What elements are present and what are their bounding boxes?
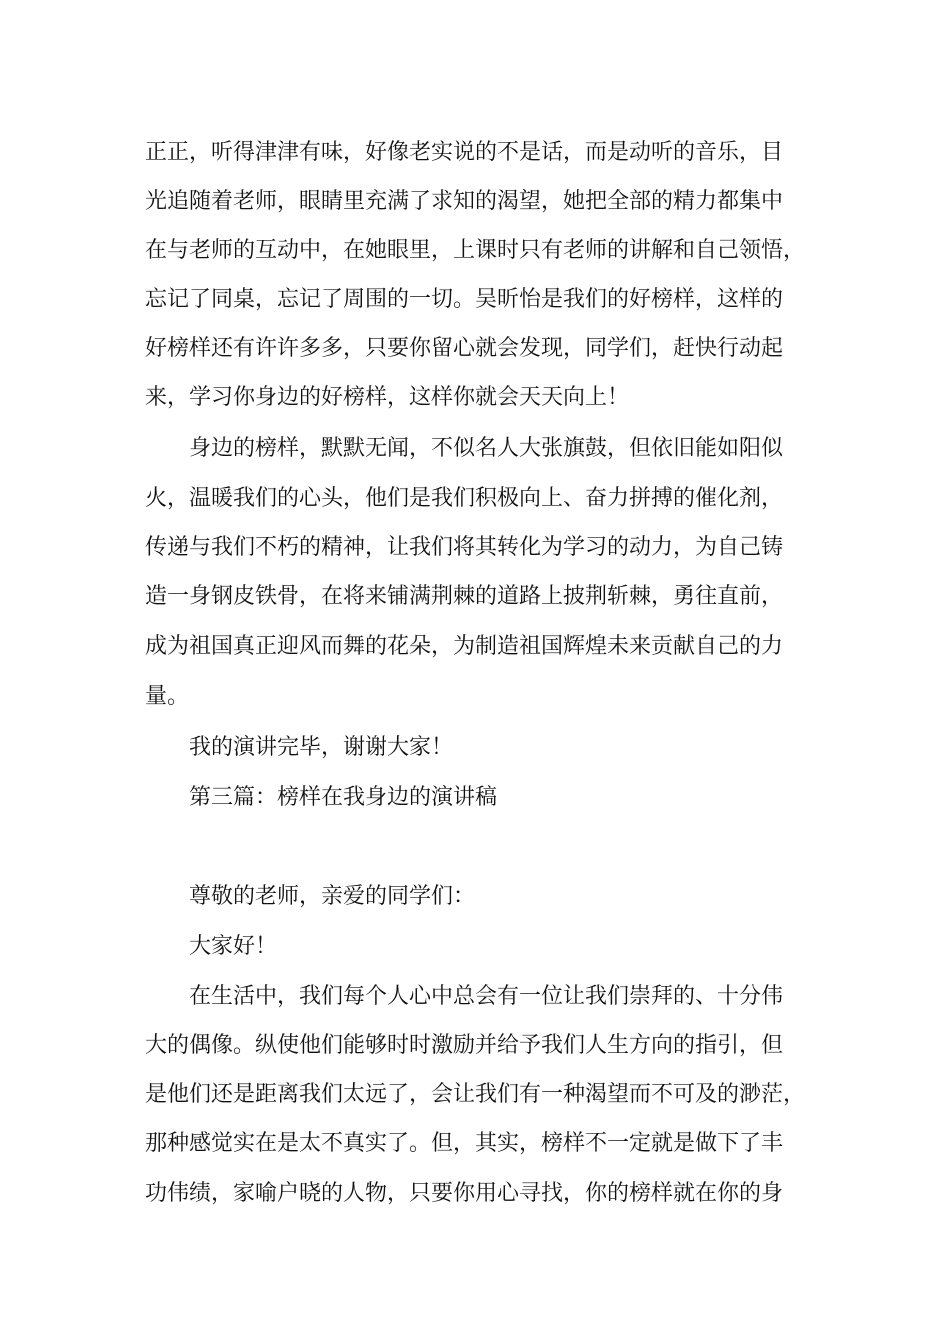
section-heading: 第三篇：榜样在我身边的演讲稿: [189, 785, 498, 810]
text-line: 功伟绩，家喻户晓的人物，只要你用心寻找，你的榜样就在你的身: [145, 1181, 784, 1206]
greeting: 大家好！: [189, 934, 278, 959]
text-line: 在生活中，我们每个人心中总会有一位让我们崇拜的、十分伟: [189, 984, 784, 1009]
text-line: 光追随着老师，眼睛里充满了求知的渴望，她把全部的精力都集中: [145, 189, 784, 214]
text-line: 那种感觉实在是太不真实了。但，其实，榜样不一定就是做下了丰: [145, 1131, 784, 1156]
text-line: 来，学习你身边的好榜样，这样你就会天天向上！: [145, 385, 630, 410]
text-line: 正正，听得津津有味，好像老实说的不是话，而是动听的音乐，目: [145, 140, 784, 165]
text-line: 量。: [145, 684, 190, 709]
text-line: 在与老师的互动中，在她眼里，上课时只有老师的讲解和自己领悟，: [145, 238, 806, 263]
text-line: 好榜样还有许许多多，只要你留心就会发现，同学们，赶快行动起: [145, 336, 784, 361]
text-line: 忘记了同桌，忘记了周围的一切。吴昕怡是我们的好榜样，这样的: [145, 287, 784, 312]
text-line: 身边的榜样，默默无闻，不似名人大张旗鼓，但依旧能如阳似: [189, 436, 784, 461]
text-line: 大的偶像。纵使他们能够时时激励并给予我们人生方向的指引，但: [145, 1033, 784, 1058]
text-line: 造一身钢皮铁骨，在将来铺满荆棘的道路上披荆斩棘，勇往直前，: [145, 584, 784, 609]
text-line: 成为祖国真正迎风而舞的花朵，为制造祖国辉煌未来贡献自己的力: [145, 634, 784, 659]
text-line: 是他们还是距离我们太远了，会让我们有一种渴望而不可及的渺茫，: [145, 1082, 806, 1107]
text-line: 我的演讲完毕，谢谢大家！: [189, 735, 454, 760]
text-line: 传递与我们不朽的精神，让我们将其转化为学习的动力，为自己铸: [145, 535, 784, 560]
salutation: 尊敬的老师，亲爱的同学们：: [189, 884, 476, 909]
text-line: 火，温暖我们的心头，他们是我们积极向上、奋力拼搏的催化剂，: [145, 486, 784, 511]
